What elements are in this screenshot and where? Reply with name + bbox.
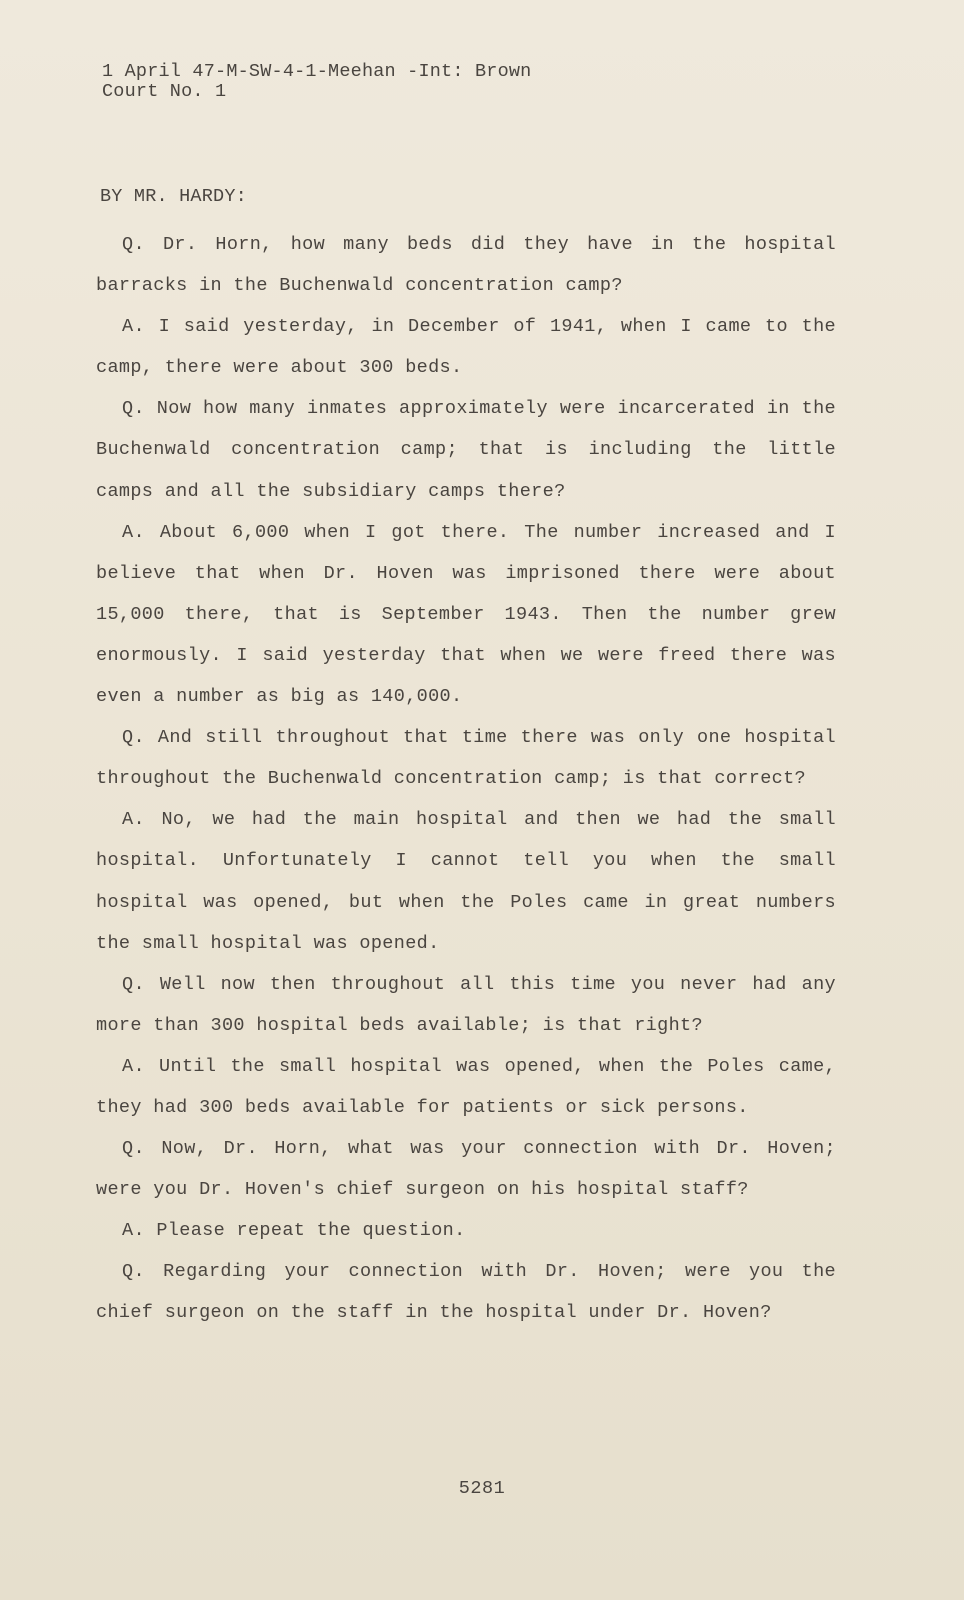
header-date-reference: 1 April 47-M-SW-4-1-Meehan -Int: Brown <box>102 61 532 82</box>
testimony-answer: A. About 6,000 when I got there. The number increased and I believe that when Dr. Hoven was imprisoned there were about 15,000 there, that is September 1943. Then the number grew enormously. I said yesterday that when we were freed there was even a number as big as 140,000. <box>96 521 836 708</box>
testimony-question: Q. Dr. Horn, how many beds did they have in the hospital barracks in the Buchenwald concentration camp? <box>96 234 836 297</box>
document-header <box>102 62 531 102</box>
page-number: 5281 <box>458 1478 506 1499</box>
examiner-heading: BY MR. HARDY: <box>100 186 247 207</box>
header-court-number: Court No. 1 <box>102 81 227 102</box>
testimony-answer: A. Until the small hospital was opened, when the Poles came, they had 300 beds available for patients or sick persons. <box>96 1055 836 1118</box>
testimony-question: Q. Regarding your connection with Dr. Hoven; were you the chief surgeon on the staff in the hospital under Dr. Hoven? <box>96 1261 836 1324</box>
testimony-body <box>96 224 836 1334</box>
testimony-question: Q. And still throughout that time there was only one hospital throughout the Buchenwald concentration camp; is that correct? <box>96 727 836 790</box>
testimony-answer: A. No, we had the main hospital and then we had the small hospital. Unfortunately I cannot tell you when the small hospital was opened, but when the Poles came in great numbers the small hospital was opened. <box>96 809 836 954</box>
testimony-answer: A. Please repeat the question. <box>122 1220 466 1242</box>
testimony-question: Q. Well now then throughout all this time you never had any more than 300 hospital beds available; is that right? <box>96 973 836 1036</box>
testimony-question: Q. Now, Dr. Horn, what was your connection with Dr. Hoven; were you Dr. Hoven's chief surgeon on his hospital staff? <box>96 1138 836 1201</box>
testimony-answer: A. I said yesterday, in December of 1941, when I came to the camp, there were about 300 beds. <box>96 316 836 379</box>
testimony-question: Q. Now how many inmates approximately were incarcerated in the Buchenwald concentration camp; that is including the little camps and all the subsidiary camps there? <box>96 398 836 502</box>
